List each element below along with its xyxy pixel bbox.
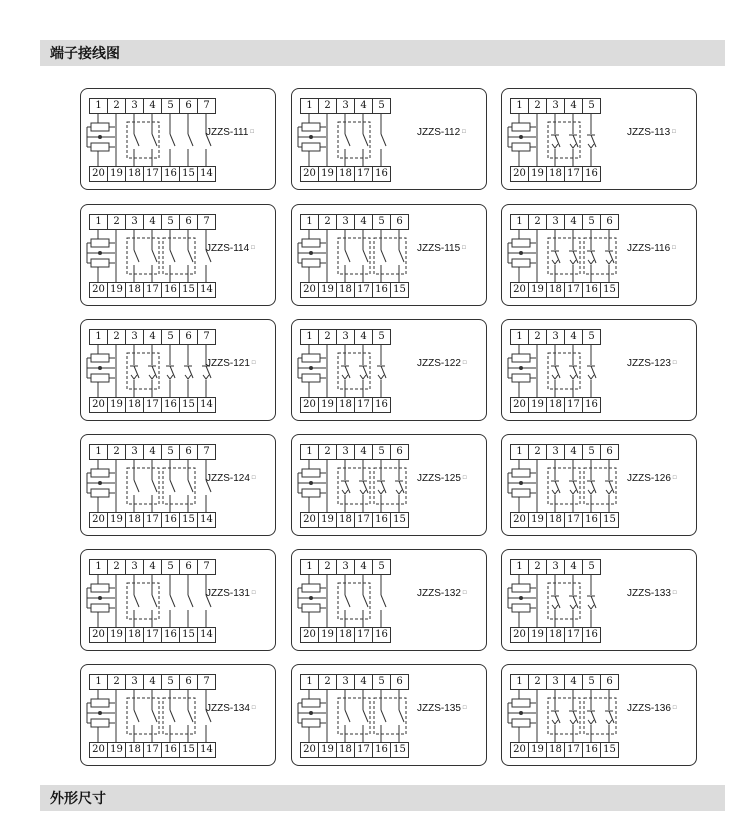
wiring-section-title: 端子接线图: [50, 46, 120, 62]
model-label: [627, 588, 677, 599]
terminal-bottom: 17: [143, 282, 162, 298]
wiring-diagram-card: [291, 204, 487, 306]
terminal-top: 2: [528, 329, 547, 345]
terminal-bottom: 15: [390, 742, 409, 758]
terminal-top: 1: [89, 98, 108, 114]
terminal-top: 5: [582, 329, 601, 345]
terminal-top: 4: [564, 559, 583, 575]
terminal-bottom: 17: [564, 282, 583, 298]
terminal-bottom: 18: [336, 397, 355, 413]
terminal-bottom: 18: [546, 627, 565, 643]
terminal-bottom: 19: [528, 166, 547, 182]
model-label: [417, 358, 467, 369]
terminal-bottom: 18: [546, 166, 565, 182]
wiring-diagram-card: [291, 664, 487, 766]
terminal-top: 4: [354, 444, 373, 460]
terminal-bottom: 15: [179, 512, 198, 528]
model-text: JZZS-125: [417, 473, 461, 484]
terminal-bottom: 17: [564, 166, 583, 182]
model-label: [206, 127, 254, 138]
terminal-bottom: 17: [564, 742, 583, 758]
terminal-top: 1: [510, 559, 529, 575]
model-text: JZZS-116: [627, 243, 671, 254]
terminal-bottom: 18: [546, 397, 565, 413]
terminal-bottom: 18: [125, 282, 144, 298]
terminal-bottom: 19: [107, 166, 126, 182]
terminal-top: 5: [372, 559, 391, 575]
terminal-top: 6: [600, 444, 619, 460]
terminal-top: 2: [107, 674, 126, 690]
terminal-bottom: 17: [354, 166, 373, 182]
terminal-top: 1: [510, 674, 529, 690]
terminal-bottom: 20: [89, 627, 108, 643]
model-text: JZZS-135: [417, 703, 461, 714]
terminal-top: 7: [197, 559, 216, 575]
terminal-bottom: 17: [143, 512, 162, 528]
terminal-bottom: 16: [582, 166, 601, 182]
terminal-top: 7: [197, 214, 216, 230]
model-label: [627, 358, 677, 369]
terminal-top: 3: [546, 674, 565, 690]
terminal-bottom: 15: [179, 627, 198, 643]
terminal-top: 2: [107, 444, 126, 460]
terminal-bottom: 16: [372, 627, 391, 643]
terminal-top: 5: [582, 444, 601, 460]
model-text: JZZS-122: [417, 358, 461, 369]
terminal-top: 6: [179, 559, 198, 575]
terminal-bottom: 15: [390, 512, 409, 528]
model-label: [627, 703, 677, 714]
terminal-top: 1: [89, 674, 108, 690]
terminal-top: 7: [197, 329, 216, 345]
terminal-top: 4: [143, 674, 162, 690]
terminal-bottom: 19: [318, 742, 337, 758]
terminal-bottom: 18: [336, 282, 355, 298]
wiring-diagram-card: [291, 549, 487, 651]
model-text: JZZS-132: [417, 588, 461, 599]
terminal-top: 4: [564, 329, 583, 345]
terminal-top: 2: [318, 559, 337, 575]
terminal-bottom: 18: [546, 282, 565, 298]
terminal-bottom: 14: [197, 512, 216, 528]
terminal-bottom: 20: [89, 166, 108, 182]
terminal-bottom: 16: [372, 512, 391, 528]
terminal-bottom: 17: [354, 627, 373, 643]
square-mark-icon: □: [672, 475, 677, 482]
terminal-bottom: 19: [107, 397, 126, 413]
wiring-diagram-card: [501, 434, 697, 536]
wiring-diagram-card: [80, 88, 276, 190]
wiring-diagram-card: [501, 549, 697, 651]
wiring-diagram-card: [80, 549, 276, 651]
terminal-bottom: 19: [107, 627, 126, 643]
model-text: JZZS-115: [417, 243, 461, 254]
terminal-top: 1: [300, 98, 319, 114]
terminal-top: 4: [354, 674, 373, 690]
terminal-top: 1: [89, 444, 108, 460]
terminal-top: 2: [528, 214, 547, 230]
terminal-bottom: 16: [161, 512, 180, 528]
terminal-bottom: 20: [300, 627, 319, 643]
wiring-diagram-card: [291, 434, 487, 536]
terminal-bottom: 19: [107, 282, 126, 298]
terminal-top: 3: [546, 98, 565, 114]
terminal-top: 1: [300, 444, 319, 460]
terminal-bottom: 20: [89, 282, 108, 298]
terminal-top: 2: [528, 559, 547, 575]
terminal-bottom: 16: [582, 282, 601, 298]
terminal-top: 5: [582, 674, 601, 690]
model-text: JZZS-114: [206, 243, 250, 254]
terminal-top: 3: [125, 329, 144, 345]
terminal-top: 3: [125, 214, 144, 230]
terminal-bottom: 17: [354, 397, 373, 413]
terminal-top: 5: [372, 674, 391, 690]
terminal-top: 3: [546, 444, 565, 460]
square-mark-icon: □: [250, 129, 255, 136]
terminal-bottom: 17: [354, 282, 373, 298]
terminal-top: 1: [510, 329, 529, 345]
terminal-top: 5: [582, 214, 601, 230]
model-label: [206, 703, 256, 714]
terminal-top: 3: [336, 98, 355, 114]
terminal-bottom: 16: [372, 397, 391, 413]
terminal-bottom: 15: [179, 282, 198, 298]
terminal-bottom: 19: [107, 512, 126, 528]
square-mark-icon: □: [672, 129, 676, 136]
terminal-top: 2: [318, 214, 337, 230]
wiring-diagram-card: [501, 88, 697, 190]
terminal-bottom: 16: [372, 166, 391, 182]
terminal-top: 5: [161, 329, 180, 345]
terminal-top: 5: [161, 674, 180, 690]
terminal-top: 2: [318, 444, 337, 460]
square-mark-icon: □: [251, 360, 256, 367]
terminal-bottom: 14: [197, 627, 216, 643]
wiring-diagram-card: [501, 204, 697, 306]
terminal-bottom: 19: [318, 397, 337, 413]
terminal-bottom: 20: [300, 742, 319, 758]
model-label: [206, 358, 256, 369]
terminal-bottom: 20: [89, 512, 108, 528]
model-text: JZZS-113: [627, 127, 671, 138]
terminal-bottom: 20: [510, 742, 529, 758]
terminal-bottom: 20: [510, 166, 529, 182]
terminal-top: 4: [564, 674, 583, 690]
terminal-top: 5: [372, 329, 391, 345]
terminal-bottom: 20: [89, 397, 108, 413]
terminal-top: 3: [336, 674, 355, 690]
terminal-bottom: 16: [582, 742, 601, 758]
terminal-top: 4: [564, 444, 583, 460]
terminal-bottom: 16: [372, 282, 391, 298]
terminal-bottom: 16: [582, 627, 601, 643]
terminal-top: 2: [318, 674, 337, 690]
square-mark-icon: □: [251, 475, 256, 482]
terminal-top: 5: [582, 98, 601, 114]
terminal-bottom: 19: [528, 742, 547, 758]
terminal-bottom: 16: [161, 742, 180, 758]
terminal-top: 3: [546, 329, 565, 345]
terminal-bottom: 15: [600, 742, 619, 758]
square-mark-icon: □: [462, 129, 466, 136]
wiring-diagram-card: [501, 664, 697, 766]
wiring-diagram-card: [291, 319, 487, 421]
terminal-bottom: 18: [125, 397, 144, 413]
terminal-top: 5: [372, 98, 391, 114]
terminal-top: 1: [510, 98, 529, 114]
model-label: [417, 243, 466, 254]
terminal-bottom: 15: [179, 742, 198, 758]
terminal-top: 1: [89, 329, 108, 345]
terminal-bottom: 19: [318, 166, 337, 182]
terminal-top: 7: [197, 674, 216, 690]
square-mark-icon: □: [462, 590, 467, 597]
terminal-top: 3: [336, 559, 355, 575]
terminal-bottom: 15: [390, 282, 409, 298]
model-label: [417, 473, 467, 484]
model-text: JZZS-134: [206, 703, 250, 714]
terminal-bottom: 17: [564, 512, 583, 528]
terminal-top: 4: [564, 98, 583, 114]
wiring-diagram-card: [501, 319, 697, 421]
terminal-bottom: 16: [372, 742, 391, 758]
model-text: JZZS-126: [627, 473, 671, 484]
terminal-top: 3: [125, 98, 144, 114]
terminal-top: 4: [564, 214, 583, 230]
terminal-top: 6: [390, 674, 409, 690]
terminal-bottom: 17: [354, 742, 373, 758]
square-mark-icon: □: [672, 705, 677, 712]
terminal-bottom: 14: [197, 397, 216, 413]
terminal-top: 3: [336, 214, 355, 230]
terminal-bottom: 16: [582, 397, 601, 413]
terminal-bottom: 15: [179, 166, 198, 182]
terminal-top: 1: [300, 214, 319, 230]
model-label: [206, 588, 256, 599]
terminal-bottom: 20: [510, 627, 529, 643]
terminal-bottom: 20: [510, 282, 529, 298]
terminal-bottom: 19: [107, 742, 126, 758]
terminal-top: 7: [197, 98, 216, 114]
terminal-top: 2: [318, 329, 337, 345]
terminal-top: 5: [161, 559, 180, 575]
terminal-bottom: 20: [510, 512, 529, 528]
terminal-bottom: 19: [318, 282, 337, 298]
terminal-bottom: 15: [600, 512, 619, 528]
wiring-diagram-card: [80, 664, 276, 766]
terminal-top: 2: [107, 559, 126, 575]
terminal-top: 1: [300, 329, 319, 345]
terminal-bottom: 20: [300, 397, 319, 413]
model-text: JZZS-131: [206, 588, 250, 599]
terminal-bottom: 19: [528, 512, 547, 528]
square-mark-icon: □: [462, 475, 467, 482]
terminal-bottom: 16: [582, 512, 601, 528]
terminal-top: 6: [600, 674, 619, 690]
terminal-bottom: 19: [318, 512, 337, 528]
terminal-bottom: 17: [564, 397, 583, 413]
square-mark-icon: □: [462, 245, 466, 252]
terminal-top: 4: [143, 214, 162, 230]
terminal-top: 1: [510, 214, 529, 230]
terminal-bottom: 17: [354, 512, 373, 528]
terminal-bottom: 20: [300, 166, 319, 182]
terminal-top: 3: [125, 674, 144, 690]
terminal-top: 1: [89, 214, 108, 230]
model-text: JZZS-111: [206, 127, 249, 138]
model-label: [417, 588, 467, 599]
terminal-top: 5: [161, 444, 180, 460]
model-text: JZZS-123: [627, 358, 671, 369]
terminal-top: 2: [107, 214, 126, 230]
model-text: JZZS-133: [627, 588, 671, 599]
terminal-top: 4: [354, 98, 373, 114]
terminal-top: 4: [143, 559, 162, 575]
square-mark-icon: □: [672, 590, 677, 597]
terminal-bottom: 14: [197, 166, 216, 182]
terminal-top: 1: [89, 559, 108, 575]
terminal-top: 3: [336, 444, 355, 460]
terminal-top: 4: [354, 329, 373, 345]
terminal-top: 6: [179, 329, 198, 345]
terminal-bottom: 14: [197, 282, 216, 298]
terminal-top: 4: [143, 444, 162, 460]
wiring-diagram-card: [80, 434, 276, 536]
model-text: JZZS-124: [206, 473, 250, 484]
terminal-top: 2: [107, 98, 126, 114]
terminal-bottom: 20: [89, 742, 108, 758]
terminal-bottom: 17: [143, 166, 162, 182]
terminal-top: 4: [354, 214, 373, 230]
terminal-bottom: 18: [336, 512, 355, 528]
model-label: [627, 243, 676, 254]
terminal-top: 3: [546, 214, 565, 230]
model-text: JZZS-121: [206, 358, 250, 369]
square-mark-icon: □: [462, 360, 467, 367]
terminal-top: 6: [390, 444, 409, 460]
square-mark-icon: □: [672, 360, 677, 367]
terminal-top: 5: [161, 98, 180, 114]
terminal-top: 7: [197, 444, 216, 460]
terminal-top: 2: [528, 98, 547, 114]
wiring-diagram-card: [291, 88, 487, 190]
terminal-bottom: 16: [161, 397, 180, 413]
terminal-bottom: 19: [528, 627, 547, 643]
model-label: [417, 127, 466, 138]
terminal-top: 5: [372, 444, 391, 460]
terminal-bottom: 18: [125, 166, 144, 182]
terminal-bottom: 17: [564, 627, 583, 643]
terminal-bottom: 16: [161, 282, 180, 298]
terminal-bottom: 20: [300, 512, 319, 528]
dimensions-section-header: [40, 785, 725, 811]
terminal-bottom: 18: [546, 512, 565, 528]
wiring-diagram-card: [80, 319, 276, 421]
terminal-top: 6: [600, 214, 619, 230]
terminal-top: 6: [179, 214, 198, 230]
square-mark-icon: □: [251, 705, 256, 712]
model-label: [627, 473, 677, 484]
terminal-bottom: 18: [546, 742, 565, 758]
square-mark-icon: □: [672, 245, 676, 252]
terminal-bottom: 18: [125, 627, 144, 643]
terminal-top: 1: [300, 674, 319, 690]
model-label: [627, 127, 676, 138]
square-mark-icon: □: [251, 590, 256, 597]
terminal-top: 6: [179, 98, 198, 114]
model-text: JZZS-112: [417, 127, 461, 138]
wiring-diagram-card: [80, 204, 276, 306]
terminal-top: 5: [582, 559, 601, 575]
terminal-bottom: 18: [125, 512, 144, 528]
terminal-top: 5: [161, 214, 180, 230]
terminal-bottom: 19: [318, 627, 337, 643]
terminal-bottom: 15: [600, 282, 619, 298]
terminal-bottom: 18: [336, 627, 355, 643]
terminal-bottom: 15: [179, 397, 198, 413]
terminal-top: 2: [318, 98, 337, 114]
terminal-top: 2: [528, 674, 547, 690]
terminal-bottom: 20: [510, 397, 529, 413]
terminal-top: 5: [372, 214, 391, 230]
terminal-top: 6: [390, 214, 409, 230]
terminal-top: 2: [107, 329, 126, 345]
terminal-bottom: 18: [125, 742, 144, 758]
terminal-top: 6: [179, 444, 198, 460]
terminal-bottom: 17: [143, 742, 162, 758]
terminal-bottom: 18: [336, 742, 355, 758]
terminal-top: 1: [300, 559, 319, 575]
terminal-top: 3: [125, 444, 144, 460]
terminal-bottom: 19: [528, 282, 547, 298]
terminal-bottom: 16: [161, 627, 180, 643]
terminal-top: 6: [179, 674, 198, 690]
terminal-top: 3: [336, 329, 355, 345]
terminal-bottom: 16: [161, 166, 180, 182]
square-mark-icon: □: [251, 245, 255, 252]
terminal-bottom: 19: [528, 397, 547, 413]
terminal-bottom: 20: [300, 282, 319, 298]
terminal-top: 4: [143, 329, 162, 345]
terminal-top: 4: [354, 559, 373, 575]
model-text: JZZS-136: [627, 703, 671, 714]
terminal-top: 2: [528, 444, 547, 460]
terminal-top: 4: [143, 98, 162, 114]
terminal-bottom: 14: [197, 742, 216, 758]
terminal-top: 1: [510, 444, 529, 460]
model-label: [206, 473, 256, 484]
model-label: [206, 243, 255, 254]
terminal-top: 3: [125, 559, 144, 575]
square-mark-icon: □: [462, 705, 467, 712]
terminal-top: 3: [546, 559, 565, 575]
terminal-bottom: 18: [336, 166, 355, 182]
model-label: [417, 703, 467, 714]
terminal-bottom: 17: [143, 397, 162, 413]
terminal-bottom: 17: [143, 627, 162, 643]
dimensions-section-title: 外形尺寸: [50, 791, 106, 807]
